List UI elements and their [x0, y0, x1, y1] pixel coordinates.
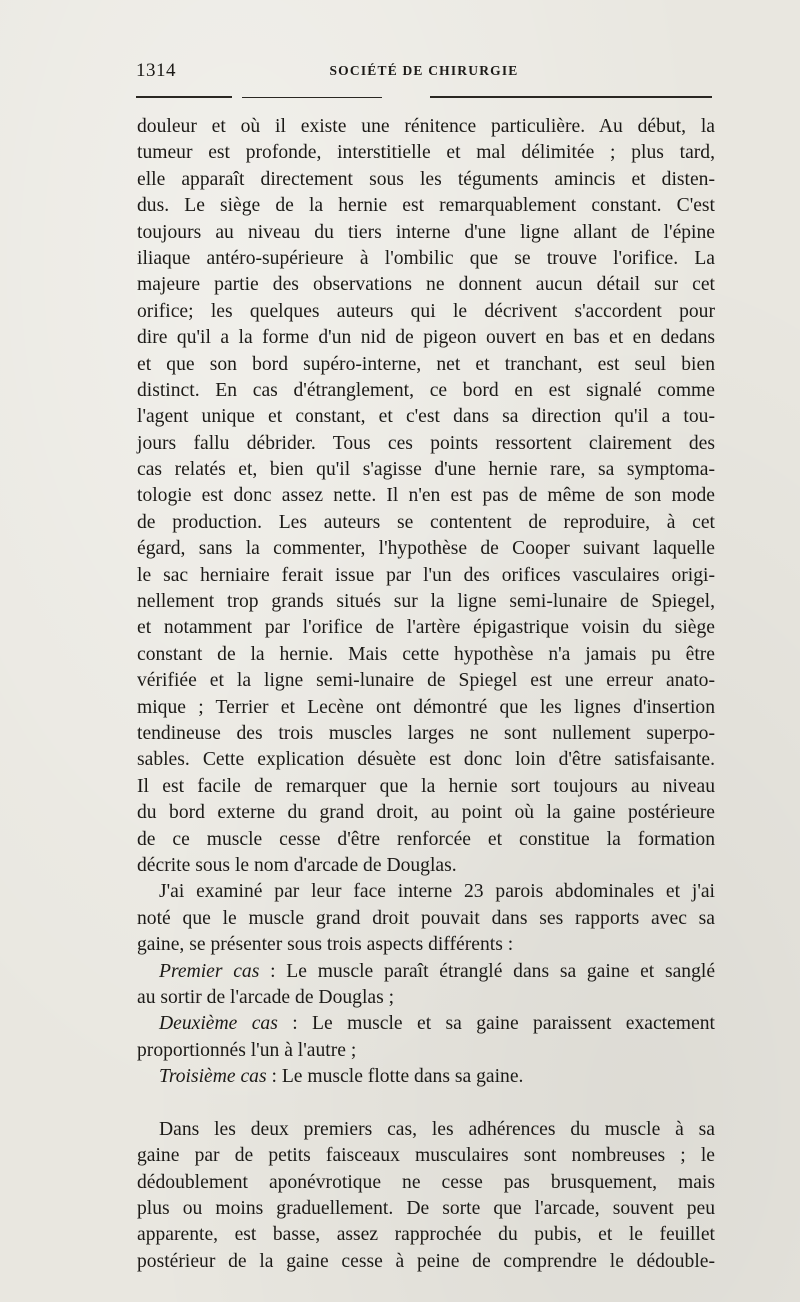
text-line: le sac herniaire ferait issue par l'un des orifices vasculaires origi-: [137, 564, 715, 586]
text-line: Il est facile de remarquer que la hernie sort toujours au niveau: [137, 775, 715, 797]
text-line: gaine par de petits faisceaux musculaires sont nombreuses ; le: [137, 1145, 715, 1167]
text-line: vérifiée et la ligne semi-lunaire de Spiegel est une erreur anato-: [137, 670, 715, 692]
text-line: douleur et où il existe une rénitence particulière. Au début, la: [137, 116, 715, 137]
text-line: sables. Cette explication désuète est donc loin d'être satisfaisante.: [137, 749, 715, 771]
header-rule: [136, 96, 232, 98]
text-line: du bord externe du grand droit, au point où la gaine postérieure: [137, 802, 715, 824]
text-line: elle apparaît directement sous les téguments amincis et disten-: [137, 168, 715, 190]
text-line: de production. Les auteurs se contentent de reproduire, à cet: [137, 511, 715, 533]
text-line: J'ai examiné par leur face interne 23 parois abdominales et j'ai: [159, 881, 715, 903]
case-label: Premier cas: [159, 960, 260, 982]
paragraph-1: [137, 114, 715, 879]
paragraph-gap: [137, 1090, 715, 1116]
paragraph-2: [137, 879, 715, 958]
case-item: [137, 1011, 715, 1037]
page-number: 1314: [136, 60, 176, 81]
text-line: constant de la hernie. Mais cette hypothèse n'a jamais pu être: [137, 643, 715, 665]
case-continuation: proportionnés l'un à l'autre ;: [137, 1039, 357, 1061]
body-text: [137, 114, 715, 1275]
text-line: iliaque antéro-supérieure à l'ombilic que se trouve l'orifice. La: [137, 247, 715, 269]
case-text: : Le muscle et sa gaine paraissent exactement: [277, 1013, 715, 1035]
header-rule: [242, 97, 382, 98]
text-line: majeure partie des observations ne donnent aucun détail sur cet: [137, 274, 715, 296]
case-label: Deuxième cas: [159, 1013, 278, 1035]
header-rule: [430, 96, 712, 98]
text-line: cas relatés et, bien qu'il s'agisse d'une hernie rare, sa symptoma-: [137, 459, 715, 481]
text-line: dédoublement aponévrotique ne cesse pas brusquement, mais: [137, 1171, 715, 1193]
text-line: décrite sous le nom d'arcade de Douglas.: [137, 854, 457, 876]
text-line: et notamment par l'orifice de l'artère épigastrique voisin du siège: [137, 617, 715, 639]
text-line: apparente, est basse, assez rapprochée du pubis, et le feuillet: [137, 1224, 715, 1246]
case-label: Troisième cas: [159, 1066, 267, 1088]
running-head: [136, 58, 712, 88]
text-line: dire qu'il a la forme d'un nid de pigeon ouvert en bas et en dedans: [137, 327, 715, 349]
case-text: : Le muscle paraît étranglé dans sa gaine et sanglé: [259, 960, 716, 982]
case-list: [137, 959, 715, 1091]
case-item: [137, 1064, 715, 1090]
text-line: distinct. En cas d'étranglement, ce bord en est signalé comme: [137, 379, 715, 401]
case-text: : Le muscle flotte dans sa gaine.: [266, 1066, 524, 1088]
text-line: dus. Le siège de la hernie est remarquablement constant. C'est: [137, 195, 715, 217]
text-line: Dans les deux premiers cas, les adhérences du muscle à sa: [159, 1118, 715, 1140]
text-line: égard, sans la commenter, l'hypothèse de Cooper suivant laquelle: [137, 538, 715, 560]
text-line: postérieur de la gaine cesse à peine de comprendre le dédouble-: [137, 1250, 715, 1272]
paragraph-3: [137, 1117, 715, 1275]
text-line: orifice; les quelques auteurs qui le décrivent s'accordent pour: [137, 300, 715, 322]
journal-title: SOCIÉTÉ DE CHIRURGIE: [329, 63, 519, 78]
case-item: [137, 959, 715, 985]
text-line: et que son bord supéro-interne, net et tranchant, est seul bien: [137, 353, 715, 375]
text-line: gaine, se présenter sous trois aspects différents :: [137, 934, 514, 956]
text-line: tumeur est profonde, interstitielle et mal délimitée ; plus tard,: [137, 142, 715, 164]
case-continuation: au sortir de l'arcade de Douglas ;: [137, 986, 395, 1008]
text-line: jours fallu débrider. Tous ces points ressortent clairement des: [137, 432, 715, 454]
text-line: plus ou moins graduellement. De sorte que l'arcade, souvent peu: [137, 1198, 715, 1220]
text-line: noté que le muscle grand droit pouvait dans ses rapports avec sa: [137, 907, 715, 929]
text-line: de ce muscle cesse d'être renforcée et constitue la formation: [137, 828, 715, 850]
text-line: mique ; Terrier et Lecène ont démontré que les lignes d'insertion: [137, 696, 715, 718]
text-line: nellement trop grands situés sur la ligne semi-lunaire de Spiegel,: [137, 591, 715, 613]
text-line: tendineuse des trois muscles larges ne sont nullement superpo-: [137, 722, 715, 744]
text-line: l'agent unique et constant, et c'est dans sa direction qu'il a tou-: [137, 406, 715, 428]
text-line: tologie est donc assez nette. Il n'en est pas de même de son mode: [137, 485, 715, 507]
text-line: toujours au niveau du tiers interne d'une ligne allant de l'épine: [137, 221, 715, 243]
